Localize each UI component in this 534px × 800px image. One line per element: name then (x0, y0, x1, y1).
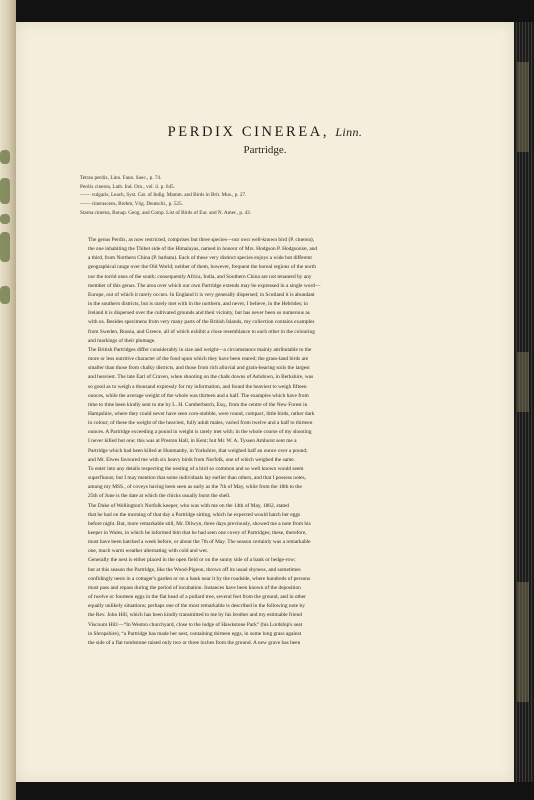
text-line: in the southern districts, but is rarely met with in the northern, and never, I believe, in the Hebrides; in (88, 301, 308, 308)
text-line: must pass and repass during the period of incubation. Instances have been known of the deposition (88, 584, 301, 591)
text-line: equally unlikely situations; perhaps one of the most remarkable is described in the following note by (88, 603, 305, 610)
text-line: the Rev. John Hill, which has been kindly transmitted to me by his brother and my estimable friend (88, 612, 302, 619)
text-line: The Duke of Wellington's Norfolk keeper, who was with me on the 14th of May, 1862, stated (88, 502, 289, 509)
text-line: Viscount Hill:—“In Weston churchyard, close to the lodge of Hawkstone Park” (his Lordship's seat (88, 621, 303, 628)
text-line: the side of a flat tombstone raised only two or three inches from the ground. A new grave has been (88, 639, 301, 646)
text-line: 25th of June is the date at which the chicks usually burst the shell. (88, 493, 231, 500)
text-line: Generally the nest is either placed in the open field or on the sunny side of a bank or hedge-row; (88, 557, 296, 564)
text-line: from Sweden, Russia, and Greece, all of which exhibit a close resemblance to each other in the colouring (88, 328, 315, 335)
text-line: and markings of their plumage. (88, 337, 156, 344)
text-line: The genus Perdix, as now restricted, comprises but three species—our own well-known bird (P. cinerea), (88, 237, 315, 243)
text-line: so good as to weigh a thousand expressly for my information, and found the heaviest to weigh fifteen (88, 383, 307, 390)
synonym-entry: Perdix cinerea, Lath. Ind. Orn., vol. ii. p. 645. (80, 183, 175, 190)
text-line: superfluous; but I may mention that some individuals lay earlier than others, and that I possess notes, (88, 475, 306, 482)
synonym-entry: —— cinerascens, Brehm, Vög. Deutschl., p. 525. (80, 201, 183, 208)
text-line: keeper in Wales, in which he informed him that he had seen one covey of Partridges; these, therefore, (88, 530, 307, 536)
synonym-entry: Tetrao perdix, Linn. Faun. Suec., p. 74. (80, 175, 162, 181)
synonymy-list (80, 174, 460, 218)
text-line: that he had on the morning of that day a Partridge sitting, which he expected would hatch her eggs (88, 511, 301, 518)
text-line: confidingly nests in a cottager's garden or on a bank near it by the roadside, where hundreds of persons (88, 575, 311, 582)
body-text (80, 236, 450, 648)
text-line: nor the torrid ones of the south; consequently Africa, India, and Southern China are not tenanted by any (88, 273, 312, 280)
text-line: Ireland it is dispersed over the cultivated grounds and their vicinity, but has never been so numerous as (88, 310, 310, 317)
text-line: member of this genus. The area over which our own Partridge extends may be expressed in a single word— (88, 282, 321, 289)
text-line: time to time been kindly sent to me by L. H. Cumberbatch, Esq., from the centre of the New Forest in (88, 401, 308, 408)
text-line: The British Partridges differ considerably in size and weight—a circumstance mainly attributable to the (88, 346, 312, 353)
paragraph (80, 346, 450, 465)
page-title (16, 124, 514, 141)
text-line: ounces, while the average weight of the whole was thirteen and a half. The examples which have from (88, 392, 309, 399)
text-line: among my MSS., of coveys having been seen as early as the 7th of May, while from the 18th to the (88, 484, 302, 491)
text-line: geographical range over the Old World; neither of them, however, frequent the boreal regions of the north (88, 264, 316, 271)
paragraph (80, 465, 450, 502)
common-name: Partridge. (243, 144, 287, 156)
text-line: but at this season the Partridge, like the Wood-Pigeon, throws off its usual shyness, and sometimes (88, 566, 301, 573)
paragraph (80, 236, 450, 346)
text-line: before night. But, more remarkable still, Mr. Dilwyn, three days previously, showed me a note from his (88, 520, 311, 527)
book-page (16, 22, 514, 782)
text-line: Partridge which had been killed at Hunmanby, in Yorkshire, that weighed half an ounce over a pound; (88, 447, 308, 454)
paragraph (80, 556, 450, 648)
text-line: and heaviest. The late Earl of Craven, when shooting on the chalk downs of Ashdown, in Berkshire, was (88, 374, 314, 381)
text-line: a third, from Northern China (P. barbata). Each of these very distinct species enjoys a wide but different (88, 255, 312, 262)
synonym-entry: Starna cinerea, Bonap. Geog. and Comp. List of Birds of Eur. and N. Amer., p. 43. (80, 209, 252, 216)
text-line: Europe, out of which it rarely occurs. In England it is very generally dispersed; in Scotland it is abundant (88, 291, 315, 298)
text-line: must have been hatched a week before, or about the 7th of May. The season certainly was a remarkable (88, 539, 311, 546)
text-line: smaller than those from chalky districts, and those from rich alluvial and grain-bearing soils the largest (88, 365, 310, 372)
binding-edge (514, 22, 534, 782)
paragraph (80, 502, 450, 557)
species-name: PERDIX CINEREA, (167, 124, 330, 140)
text-line: more or less nutritive character of the food upon which they have been reared; the grass-land birds are (88, 356, 309, 363)
text-line: of twelve or fourteen eggs in the flat head of a pollard tree, several feet from the ground, and in other (88, 594, 306, 601)
previous-page-edge (0, 0, 16, 800)
text-line: the one inhabiting the Thibet side of the Himalayas, named in honour of Mrs. Hodgson P. Hodgsoniæ, and (88, 246, 318, 253)
synonym-entry: —— vulgaris, Leach, Syst. Cat. of Indig. Mamm. and Birds in Brit. Mus., p. 27. (80, 192, 247, 199)
text-line: one, much warm weather alternating with cold and wet. (88, 548, 209, 555)
text-line: To enter into any details respecting the nesting of a bird so common and so well known would seem (88, 465, 304, 472)
text-line: Hampshire, where they could never have seen corn-stubble, were round, compact, little birds, rather dark (88, 410, 315, 417)
text-line: ounces. A Partridge exceeding a pound in weight is rarely met with; in the whole course of my shooting (88, 429, 312, 436)
species-authority: Linn. (335, 125, 363, 139)
text-line: and Mr. Elwes favoured me with six heavy birds from Norfolk, one of which weighed the same. (88, 456, 296, 463)
text-line: in Shropshire), “a Partridge has made her nest, containing thirteen eggs, in some long grass against (88, 630, 302, 637)
text-line: with us. Besides specimens from very many parts of the British Islands, my collection contains examples (88, 319, 315, 326)
text-line: I never killed but one; this was at Preston Hall, in Kent; but Mr. W. A. Tyssen Amhurst sent me a (88, 438, 297, 445)
text-line: in colour; of these the weight of the heaviest, fully adult males, varied from twelve and a half to thirteen (88, 420, 313, 427)
